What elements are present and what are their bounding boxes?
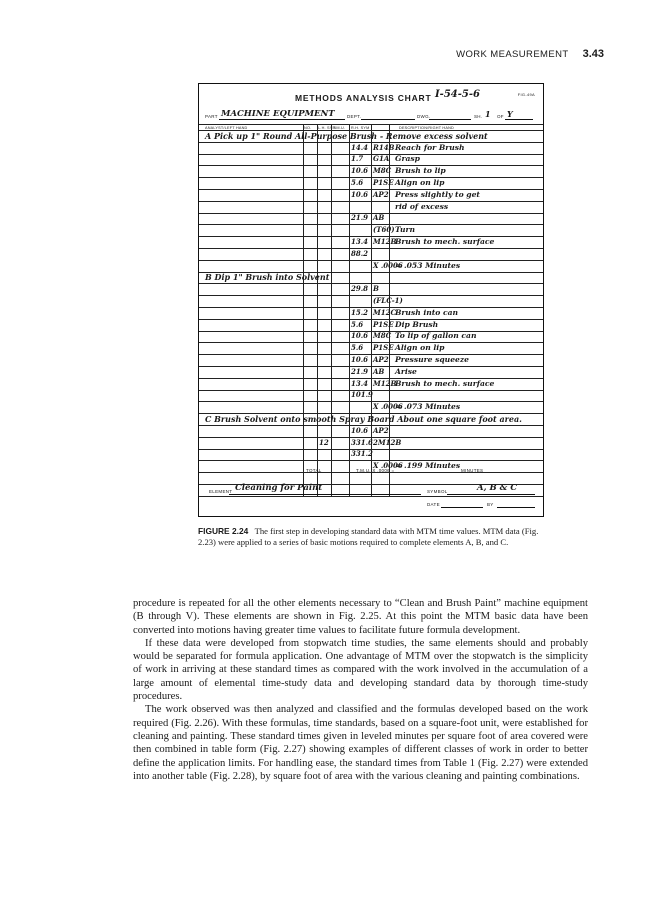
motion-symbol: AP2 (373, 425, 389, 435)
motion-symbol: AP2 (373, 355, 389, 364)
column-header: R.H. SYM (351, 126, 370, 130)
right-hand-description: Dip Brush (395, 319, 439, 329)
right-hand-description: Brush to mech. surface (395, 237, 495, 246)
tmu-value: 10.6 (351, 166, 369, 176)
part-label: PART (205, 114, 218, 119)
tmu-value: 101.9 (351, 390, 373, 400)
right-hand-description: Turn (395, 225, 415, 235)
right-hand-description: = .073 Minutes (395, 402, 461, 412)
right-hand-description: = .199 Minutes (395, 461, 461, 471)
motion-symbol: X .0006 (373, 260, 403, 270)
motion-symbol: 2M12B (373, 437, 402, 447)
date-label: DATE (427, 502, 440, 507)
motion-symbol: R14B (373, 142, 395, 152)
element-description: A Pick up 1" Round All-Purpose Brush - Remove excess solvent (205, 130, 488, 141)
paragraph-2: If these data were developed from stopwatch time studies, the same elements should and probably would be separated for formula application. One advantage of MTM over the stopwatch is the simplicity of work in arriving at these standard times as compared with the work involved in the accumulation of a large amount of elemental time-study data and developing standard data by thorough time-study procedures. (133, 637, 588, 703)
tmu-conversion-label: T.M.U. X .0006 = (356, 468, 395, 473)
of-value: Y (507, 109, 513, 119)
part-value: MACHINE EQUIPMENT (221, 109, 335, 119)
motion-symbol: AB (373, 213, 385, 223)
motion-symbol: M8C (373, 166, 392, 176)
body-text (133, 597, 588, 783)
grid-row-line (199, 496, 543, 497)
by-label: BY (487, 502, 494, 507)
figure-label: FIGURE 2.24 (198, 526, 249, 536)
count-value: 12 (319, 437, 329, 447)
tmu-value: 14.4 (351, 142, 369, 152)
tmu-value: 13.4 (351, 378, 369, 388)
symbol-label: SYMBOL (427, 489, 448, 494)
chart-form-mark: FIG-49A (517, 92, 535, 97)
motion-symbol: M12C (373, 307, 397, 317)
methods-analysis-chart (198, 83, 544, 517)
minutes-label: MINUTES (461, 468, 484, 473)
column-header: DESCRIPTION/RIGHT HAND (399, 126, 454, 130)
right-hand-description: Press slightly to get (395, 189, 480, 199)
right-hand-description: Brush to mech. surface (395, 378, 495, 388)
paragraph-1: procedure is repeated for all the other elements necessary to “Clean and Brush Paint” machine equipment (B through V). These elements are shown in Fig. 2.25. At this point the MTM basic data have been converted into motions having greater time values to facilitate future formula development. (133, 598, 588, 636)
motion-symbol: X .0006 (373, 461, 403, 471)
motion-symbol: M8C (373, 331, 392, 341)
right-hand-description: To lip of gallon can (395, 331, 477, 341)
dept-label: DEPT. (347, 114, 362, 119)
tmu-value: 88.2 (351, 248, 369, 258)
column-header: NO. (304, 126, 312, 130)
sh-value: 1 (485, 109, 491, 119)
motion-symbol: (T60) (373, 225, 395, 235)
tmu-value: 21.9 (351, 366, 369, 376)
figure-caption-text: The first step in developing standard data with MTM time values. MTM data (Fig. 2.23) were applied to a series of basic motions required to complete elements A, B, and C. (198, 526, 539, 547)
motion-symbol: B (373, 284, 379, 294)
column-header: T.M.U. (333, 126, 346, 130)
motion-symbol: (FLC-1) (373, 296, 403, 305)
right-hand-description: Align on lip (395, 343, 445, 353)
grid-column-line (303, 124, 304, 496)
right-hand-description: Grasp (395, 154, 420, 164)
motion-symbol: M12B (373, 378, 397, 388)
chart-number: I-54-5-6 (435, 89, 480, 100)
figure-caption (198, 526, 548, 548)
right-hand-description: Align on lip (395, 178, 445, 187)
tmu-value: 5.6 (351, 319, 364, 329)
motion-symbol: AB (373, 366, 385, 376)
column-header: ANALYST/LEFT HAND (205, 126, 248, 130)
right-hand-description: Arise (395, 366, 417, 376)
element-label: ELEMENT (209, 489, 233, 494)
tmu-value: 13.4 (351, 237, 369, 246)
grid-column-line (317, 124, 318, 496)
grid-column-line (349, 124, 350, 496)
of-label: OF (497, 114, 504, 119)
motion-symbol: M12B (373, 237, 397, 246)
tmu-value: 1.7 (351, 154, 364, 164)
paragraph-3: The work observed was then analyzed and classified and the formulas developed based on the work required (Fig. 2.26). With these formulas, time standards, based on a square-foot unit, were established for cleaning and painting. These standard times given in leveled minutes per square foot of area covered were then combined in table form (Fig. 2.27) showing examples of different classes of work in order to better define the application limits. For handling ease, the standard times from Table 1 (Fig. 2.27) were extended into another table (Fig. 2.28), by square foot of area with the various cleaning and painting combinations. (133, 704, 588, 782)
tmu-value: 15.2 (351, 307, 369, 317)
tmu-value: 29.8 (351, 284, 369, 294)
element-description: B Dip 1" Brush into Solvent (205, 272, 330, 283)
running-head-section: WORK MEASUREMENT (456, 49, 569, 60)
column-header: L.H. SYM (318, 126, 336, 130)
tmu-value: 10.6 (351, 355, 369, 364)
motion-symbol: P1SE (373, 343, 394, 353)
symbol-value: A, B & C (477, 483, 518, 493)
tmu-value: 5.6 (351, 178, 364, 187)
motion-symbol: X .0006 (373, 402, 403, 412)
tmu-value: 331.2 (351, 449, 373, 459)
right-hand-description: Brush to lip (395, 166, 446, 176)
sh-label: SH. (474, 114, 483, 119)
chart-title: METHODS ANALYSIS CHART (295, 93, 432, 103)
tmu-value: 21.9 (351, 213, 369, 223)
right-hand-description: Pressure squeeze (395, 355, 470, 364)
element-value: Cleaning for Paint (235, 483, 323, 493)
tmu-value: 5.6 (351, 343, 364, 353)
motion-symbol: P1SE (373, 319, 394, 329)
element-description: C Brush Solvent onto smooth Spray Board About one square foot area. (205, 414, 522, 424)
motion-symbol: AP2 (373, 189, 389, 199)
total-label: TOTAL (306, 468, 322, 473)
dwg-label: DWG. (417, 114, 431, 119)
right-hand-description: Brush into can (395, 307, 459, 317)
tmu-value: 10.6 (351, 331, 369, 341)
motion-symbol: G1A (373, 154, 390, 164)
grid-column-line (331, 124, 332, 496)
right-hand-description: Reach for Brush (395, 142, 465, 152)
right-hand-description: = .053 Minutes (395, 260, 461, 270)
tmu-value: 10.6 (351, 425, 369, 435)
right-hand-description: rid of excess (395, 201, 449, 211)
running-head (456, 48, 604, 60)
tmu-value: 331.6 (351, 437, 373, 447)
motion-symbol: P1SE (373, 178, 394, 187)
page-number: 3.43 (582, 48, 604, 60)
tmu-value: 10.6 (351, 189, 369, 199)
